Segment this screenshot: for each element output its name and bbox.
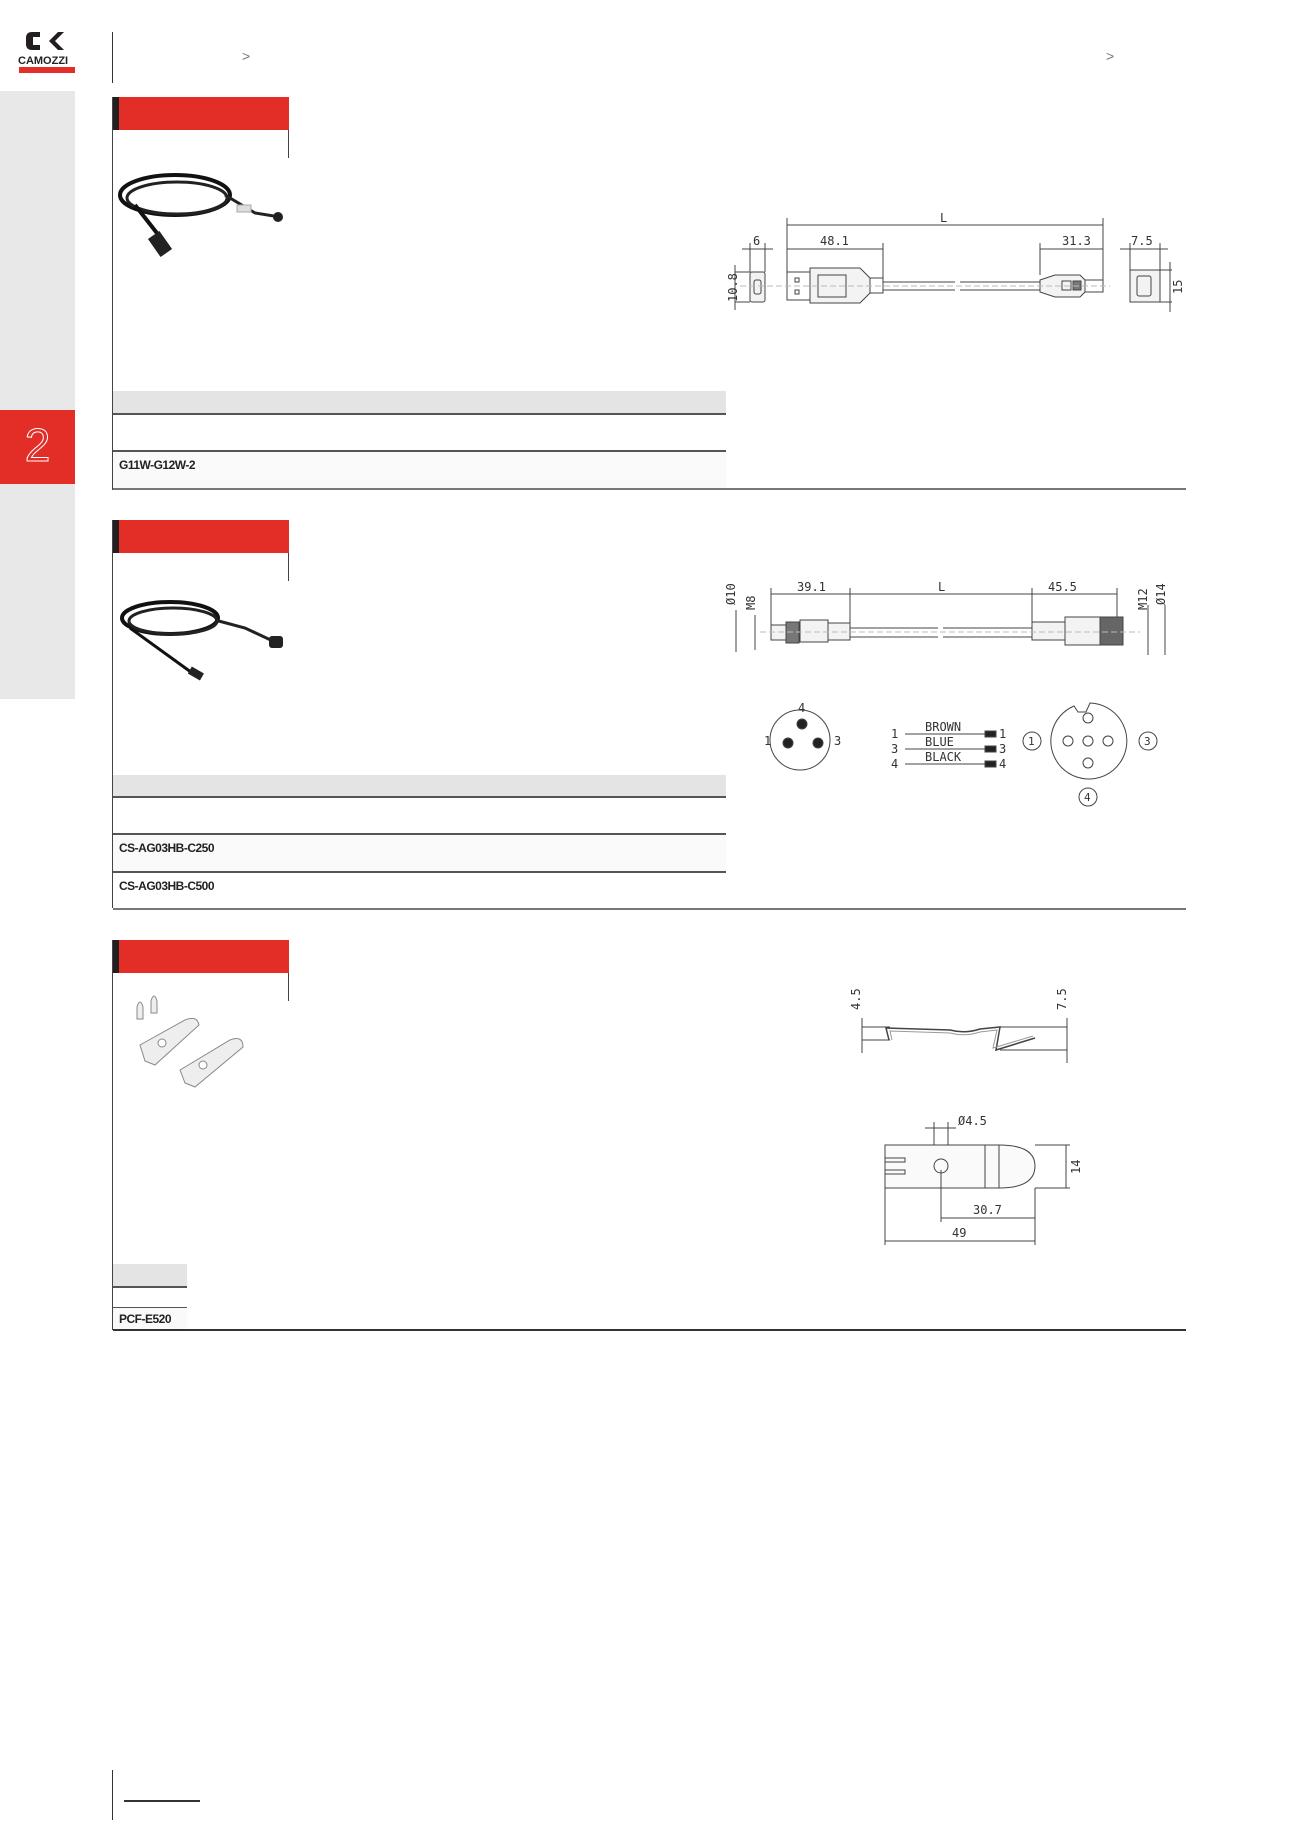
wire-pin: 1 [999,727,1007,741]
section-bottom-line [113,908,1186,910]
dim-label: 15 [1171,279,1185,294]
product-code: CS-AG03HB-C500 [119,879,215,893]
dim-label: Ø4.5 [958,1114,987,1128]
dim-label: 48.1 [820,234,849,248]
wire-pin: 3 [999,742,1007,756]
wire-pin: 4 [999,757,1007,771]
table-row [113,1308,187,1329]
table-divider [113,1286,187,1288]
wire-color: BLUE [925,735,954,749]
section-number: 2 [24,419,51,471]
dim-length: L [940,211,948,225]
brand-bar [19,67,75,73]
product-code: PCF-E520 [119,1312,172,1326]
wire-pin: 4 [891,757,899,771]
dim-label: M12 [1136,588,1150,610]
table-row [113,873,726,908]
wire-pin: 1 [891,727,899,741]
sidebar [0,91,75,699]
tab-divider [288,553,289,581]
dim-label: 31.3 [1062,234,1091,248]
pin-label: 3 [834,734,842,748]
dim-label: Ø10 [724,583,738,605]
table-divider [113,796,726,798]
product-title-tab [113,520,289,553]
section-border [112,97,113,490]
dim-label: 30.7 [973,1203,1002,1217]
pin-label: 4 [1084,791,1091,804]
product-title-tab [113,97,289,130]
m8-m12-cable-photo [115,590,290,685]
dim-label: Ø14 [1154,583,1168,605]
wire-pin: 3 [891,742,899,756]
table-divider [113,413,726,415]
dim-label: 14 [1069,1159,1083,1174]
brand-name: CAMOZZI [18,55,69,67]
footer-line [124,1800,200,1802]
dim-label: 39.1 [797,580,826,594]
tab-divider [288,130,289,158]
footer-divider [112,1770,113,1820]
dim-length: L [938,580,946,594]
m8-m12-cable-drawing [720,570,1200,820]
dim-label: 49 [952,1226,967,1240]
pin-label: 3 [1144,735,1151,748]
dim-label: 45.5 [1048,580,1077,594]
section-bottom-line [113,1329,1186,1331]
breadcrumb-separator: > [242,48,251,64]
table-header [113,1264,187,1286]
product-title-tab [113,940,289,973]
product-code: CS-AG03HB-C250 [119,841,215,855]
pin-label: 4 [798,701,806,715]
dim-label: 6 [753,234,761,248]
table-header [113,775,726,797]
dim-label: 7.5 [1131,234,1153,248]
header-divider [112,32,113,83]
usb-cable-photo [115,165,290,260]
dim-label: 10.8 [726,273,740,302]
section-bottom-line [113,488,1186,490]
table-row [113,452,726,488]
tab-divider [288,973,289,1001]
mounting-clip-photo [125,995,285,1095]
dim-label: 4.5 [849,988,863,1010]
wire-color: BLACK [925,750,962,764]
dim-label: M8 [744,595,758,610]
table-header [113,391,726,413]
pin-label: 1 [1028,735,1035,748]
table-row [113,835,726,871]
product-code: G11W-G12W-2 [119,458,196,472]
usb-cable-drawing [725,210,1195,320]
pin-label: 1 [764,734,772,748]
wire-color: BROWN [925,720,962,734]
mounting-clip-drawing [840,980,1090,1260]
breadcrumb-separator: > [1106,48,1115,64]
dim-label: 7.5 [1055,988,1069,1010]
